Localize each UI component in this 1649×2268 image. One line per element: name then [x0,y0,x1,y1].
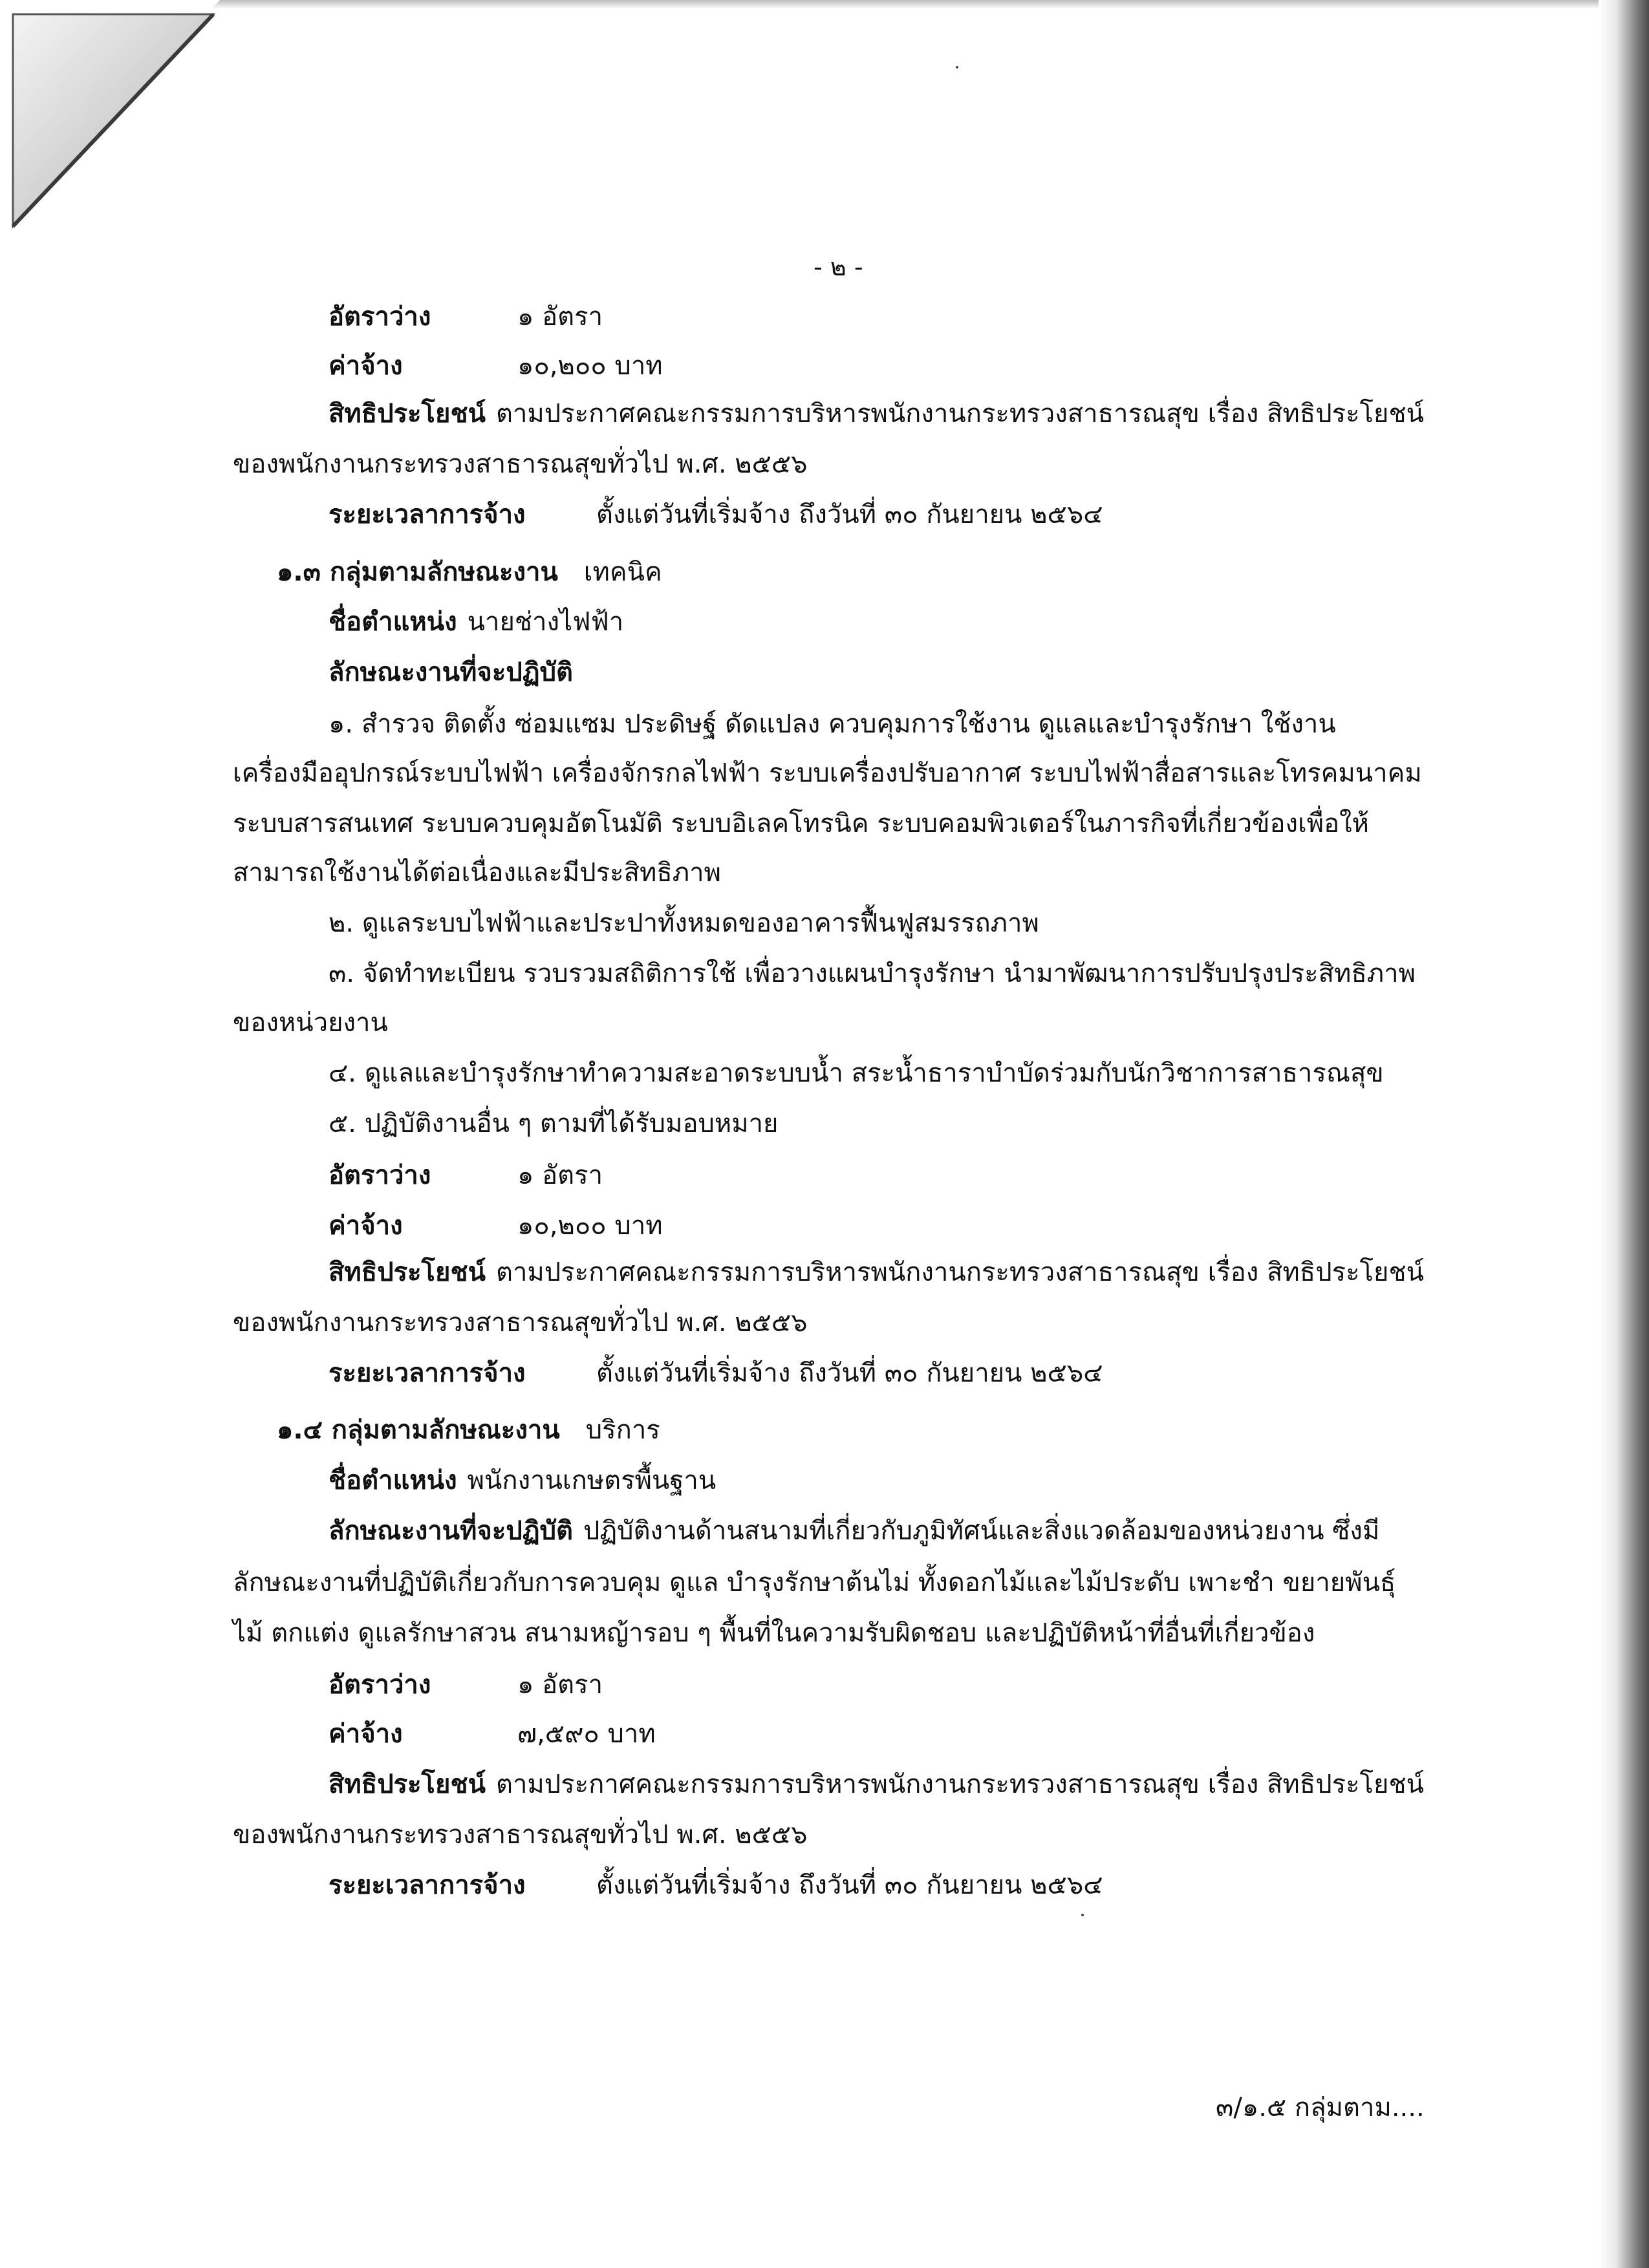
field-value: ตามประกาศคณะกรรมการบริหารพนักงานกระทรวงสาธารณสุข เรื่อง สิทธิประโยชน์ [495,1257,1424,1287]
field-label: สิทธิประโยชน์ [329,1257,486,1287]
page-number: - ๒ - [814,253,863,281]
field-label: ระยะเวลาการจ้าง [329,1870,526,1900]
body-line [329,604,623,640]
body-line [329,654,573,690]
body-line [329,348,663,384]
field-value: เทคนิค [583,557,662,587]
field-label: ระยะเวลาการจ้าง [329,1358,526,1388]
body-line [329,1208,663,1244]
body-line [329,497,1103,533]
body-line: ๑. สำรวจ ติดตั้ง ซ่อมแซม ประดิษฐ์ ดัดแปลง ควบคุมการใช้งาน ดูแลและบำรุงรักษา ใช้งาน [329,709,1336,739]
scan-speck [956,66,958,69]
body-line [329,1513,1379,1549]
scan-top-edge [0,0,1649,9]
scan-speck [1081,1914,1084,1916]
body-line: ๔. ดูแลและบำรุงรักษาทำความสะอาดระบบน้ำ สระน้ำธาราบำบัดร่วมกับนักวิชาการสาธารณสุข [329,1058,1384,1088]
field-value: ๗,๕๙๐ บาท [517,1719,656,1749]
field-value: ตามประกาศคณะกรรมการบริหารพนักงานกระทรวงสาธารณสุข เรื่อง สิทธิประโยชน์ [495,1770,1424,1799]
body-line: ของพนักงานกระทรวงสาธารณสุขทั่วไป พ.ศ. ๒๕๕๖ [233,1820,808,1850]
field-label: ชื่อตำแหน่ง [329,1466,457,1495]
body-line: ระบบสารสนเทศ ระบบควบคุมอัตโนมัติ ระบบอิเลคโทรนิค ระบบคอมพิวเตอร์ในภารกิจที่เกี่ยวข้องเพื่อให้ [233,809,1369,839]
field-value: ตั้งแต่วันที่เริ่มจ้าง ถึงวันที่ ๓๐ กันยายน ๒๕๖๔ [596,1870,1103,1900]
body-line [277,554,662,590]
body-line [329,396,1424,432]
field-label: อัตราว่าง [329,302,431,332]
field-label: ลักษณะงานที่จะปฏิบัติ [329,658,573,687]
body-line: ๓. จัดทำทะเบียน รวบรวมสถิติการใช้ เพื่อวางแผนบำรุงรักษา นำมาพัฒนาการปรับปรุงประสิทธิภาพ [329,959,1416,989]
field-value: ๑ อัตรา [517,1161,603,1190]
body-line [329,1766,1424,1803]
body-line [329,1254,1424,1290]
field-value: ตั้งแต่วันที่เริ่มจ้าง ถึงวันที่ ๓๐ กันยายน ๒๕๖๔ [596,500,1103,530]
body-line [277,1412,660,1448]
field-value: ๑ อัตรา [517,302,603,332]
body-line: ไม้ ตกแต่ง ดูแลรักษาสวน สนามหญ้ารอบ ๆ พื้นที่ในความรับผิดชอบ และปฏิบัติหน้าที่อื่นที่เกี่ยวข้อง [233,1618,1315,1648]
body-line [329,1867,1103,1903]
body-line [329,1462,716,1499]
folded-corner [0,0,233,246]
field-value: ๑๐,๒๐๐ บาท [517,1211,663,1241]
field-label: ๑.๔ กลุ่มตามลักษณะงาน [277,1415,560,1445]
body-line: สามารถใช้งานได้ต่อเนื่องและมีประสิทธิภาพ [233,858,721,888]
field-label: อัตราว่าง [329,1670,431,1700]
body-line [329,1157,603,1193]
field-label: ค่าจ้าง [329,1211,403,1241]
field-label: ค่าจ้าง [329,1719,403,1749]
body-line [329,1667,603,1703]
body-line: ของพนักงานกระทรวงสาธารณสุขทั่วไป พ.ศ. ๒๕๕๖ [233,1308,808,1338]
body-line: ลักษณะงานที่ปฏิบัติเกี่ยวกับการควบคุม ดูแล บำรุงรักษาต้นไม่ ทั้งดอกไม้และไม้ประดับ เพาะชำ ขยายพันธุ์ [233,1568,1396,1598]
body-line [329,1716,656,1752]
field-label: ๑.๓ กลุ่มตามลักษณะงาน [277,557,558,587]
field-label: สิทธิประโยชน์ [329,399,486,429]
field-value: พนักงานเกษตรพื้นฐาน [467,1466,717,1495]
continuation-footer: ๓/๑.๕ กลุ่มตาม.... [1216,2093,1425,2123]
field-label: ชื่อตำแหน่ง [329,607,457,637]
body-line: ๕. ปฏิบัติงานอื่น ๆ ตามที่ได้รับมอบหมาย [329,1109,779,1139]
field-value: ปฏิบัติงานด้านสนามที่เกี่ยวกับภูมิทัศน์และสิ่งแวดล้อมของหน่วยงาน ซึ่งมี [583,1516,1380,1546]
field-label: ลักษณะงานที่จะปฏิบัติ [329,1516,573,1546]
field-value: ตามประกาศคณะกรรมการบริหารพนักงานกระทรวงสาธารณสุข เรื่อง สิทธิประโยชน์ [495,399,1424,429]
field-value: ๑ อัตรา [517,1670,603,1700]
body-line: ๒. ดูแลระบบไฟฟ้าและประปาทั้งหมดของอาคารฟื้นฟูสมรรถภาพ [329,908,1039,938]
field-value: ๑๐,๒๐๐ บาท [517,351,663,381]
field-label: สิทธิประโยชน์ [329,1770,486,1799]
body-line [329,299,603,335]
field-label: ค่าจ้าง [329,351,403,381]
field-value: บริการ [585,1415,660,1445]
body-line: ของหน่วยงาน [233,1008,388,1038]
body-line [329,1355,1103,1391]
body-line: เครื่องมืออุปกรณ์ระบบไฟฟ้า เครื่องจักรกลไฟฟ้า ระบบเครื่องปรับอากาศ ระบบไฟฟ้าสื่อสารและโทรคมนาคม [233,758,1422,788]
field-value: นายช่างไฟฟ้า [467,607,624,637]
field-value: ตั้งแต่วันที่เริ่มจ้าง ถึงวันที่ ๓๐ กันยายน ๒๕๖๔ [596,1358,1103,1388]
field-label: อัตราว่าง [329,1161,431,1190]
field-label: ระยะเวลาการจ้าง [329,500,526,530]
body-line: ของพนักงานกระทรวงสาธารณสุขทั่วไป พ.ศ. ๒๕๕๖ [233,449,808,479]
scan-right-edge [1599,0,1649,2268]
